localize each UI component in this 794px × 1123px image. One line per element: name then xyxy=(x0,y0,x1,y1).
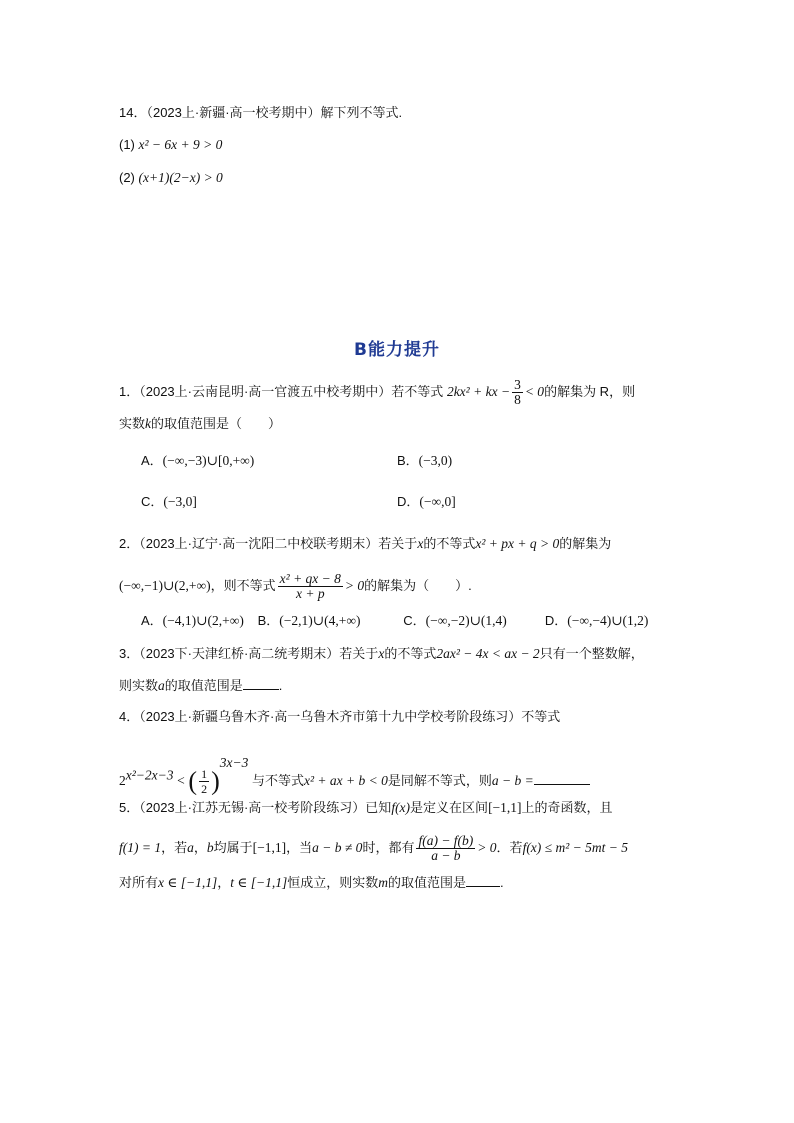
q4-expression: x² + ax + b < 0 xyxy=(303,773,388,788)
q1-option-a-value: (−∞,−3)∪[0,+∞) xyxy=(162,453,255,468)
q3-heading-tail: 只有一个整数解， xyxy=(539,646,644,661)
q2-option-b xyxy=(258,612,400,630)
q4-base: 2 xyxy=(119,773,126,788)
q2-option-b-label: B． xyxy=(257,613,280,628)
q2-fraction xyxy=(278,572,343,601)
q4-exponent-1: x²−2x−3 xyxy=(125,767,174,783)
q4-mid-text: 与不等式 xyxy=(251,773,304,788)
q4-answer-blank[interactable] xyxy=(534,772,590,785)
q1-option-d xyxy=(397,493,456,511)
q3-line2-text: 则实数 xyxy=(119,678,159,693)
q5-heading-c: 上的奇函数，且 xyxy=(521,800,613,815)
q5-l2-h: ．若 xyxy=(496,839,523,855)
q3-heading: 3．（2023下·天津红桥·高二统考期末）若关于 xyxy=(119,646,379,661)
q5-var-b: b xyxy=(206,839,214,855)
q2-option-a-value: (−4,1)∪(2,+∞) xyxy=(162,613,244,628)
q1-variable-k: k xyxy=(145,416,152,431)
q2-line2-text: ，则不等式 xyxy=(210,577,276,593)
q5-l2-d: 均属于 xyxy=(213,839,253,855)
q2-line2-tail: 的解集为（ ）. xyxy=(364,577,472,593)
q4-line1: 4．（2023上·新疆乌鲁木齐·高一乌鲁木齐市第十九中学校考阶段练习）不等式 xyxy=(119,709,561,724)
q4-right-paren: ) xyxy=(211,766,220,796)
q2-variable-x: x xyxy=(417,536,424,551)
q4-less-than: < xyxy=(177,773,185,788)
q14-part2-label: (2) xyxy=(119,170,135,185)
q4-fraction-denominator: 2 xyxy=(201,782,208,797)
q1-line2 xyxy=(119,415,281,433)
q5-l2-f: 时，都有 xyxy=(362,839,415,855)
q1-heading: 1．（2023上·云南昆明·高一官渡五中校考期中）若不等式 xyxy=(119,383,444,399)
q1-option-b xyxy=(397,452,452,470)
q5-fraction xyxy=(416,834,475,863)
q2-option-c-value: (−∞,−2)∪(1,4) xyxy=(425,613,507,628)
q14-part2-expression: (x+1)(2−x) > 0 xyxy=(138,170,223,185)
q4-left-paren: ( xyxy=(188,766,198,796)
q5-line3 xyxy=(119,874,504,892)
q1-option-d-value: (−∞,0] xyxy=(419,494,456,509)
q5-l2-c: ， xyxy=(193,839,207,855)
q2-option-b-value: (−2,1)∪(4,+∞) xyxy=(279,613,361,628)
q4-fraction xyxy=(199,767,209,796)
q5-fraction-denominator: a − b xyxy=(431,848,461,863)
q5-l2-b: ，若 xyxy=(161,839,188,855)
q5-l3-b: ， xyxy=(217,875,231,890)
q2-inequality: > 0 xyxy=(344,577,365,593)
q3-line2-b: 的取值范围是 xyxy=(164,678,243,693)
q1-heading-tail: 的解集为 R，则 xyxy=(544,383,636,399)
q14-part1-expression: x² − 6x + 9 > 0 xyxy=(138,137,223,152)
q1-option-a-label: A． xyxy=(141,453,163,468)
q1-option-d-label: D． xyxy=(397,494,420,509)
q5-l2-interval: [−1,1] xyxy=(252,839,287,855)
q3-variable-a: a xyxy=(158,678,165,693)
q5-l3-c: 恒成立，则实数 xyxy=(287,875,379,890)
q5-l2-e: ，当 xyxy=(286,839,313,855)
q1-fraction-denominator: 8 xyxy=(514,392,521,407)
q2-options xyxy=(141,612,648,630)
q3-answer-blank[interactable] xyxy=(243,677,279,690)
q5-bound-inequality: f(x) ≤ m² − 5mt − 5 xyxy=(522,839,628,855)
q2-option-d-value: (−∞,−4)∪(1,2) xyxy=(567,613,649,628)
q5-condition-f1: f(1) = 1 xyxy=(119,839,162,855)
q2-option-d-label: D． xyxy=(544,613,568,628)
q5-l3-d: 的取值范围是 xyxy=(388,875,467,890)
q1-option-c xyxy=(141,493,197,511)
q5-var-m: m xyxy=(378,875,389,890)
q3-line2 xyxy=(119,677,282,695)
q1-fraction xyxy=(512,378,523,407)
q5-inequality: > 0 xyxy=(477,839,497,855)
q2-line2 xyxy=(119,572,472,601)
section-title: B能力提升 xyxy=(354,340,440,360)
q5-answer-blank[interactable] xyxy=(466,874,500,887)
q2-option-d xyxy=(545,612,649,630)
q5-x-domain: x ∈ [−1,1] xyxy=(158,875,218,890)
q5-heading: 5．（2023上·江苏无锡·高一校考阶段练习）已知 xyxy=(119,800,392,815)
q3-expression: 2ax² − 4x < ax − 2 xyxy=(436,646,540,661)
q3-line2-end: . xyxy=(278,678,283,693)
q1-expression: 2kx² + kx − xyxy=(446,383,511,399)
q1-option-c-value: (−3,0] xyxy=(163,494,197,509)
q2-expression: x² + px + q > 0 xyxy=(475,536,560,551)
q2-option-c-label: C． xyxy=(403,613,426,628)
q5-var-a: a xyxy=(187,839,194,855)
q1-expression-tail: < 0 xyxy=(524,383,545,399)
q1-option-b-value: (−3,0) xyxy=(418,453,453,468)
q2-option-c xyxy=(403,612,541,630)
q2-line1 xyxy=(119,535,611,553)
q5-fraction-numerator: f(a) − f(b) xyxy=(418,833,474,848)
q1-line2-tail: 的取值范围是（ ） xyxy=(151,416,282,431)
q5-condition-nonzero: a − b ≠ 0 xyxy=(312,839,363,855)
q4-mid2-text: 是同解不等式，则 xyxy=(387,773,492,788)
q3-variable-x: x xyxy=(378,646,385,661)
q5-function: f(x) xyxy=(391,800,411,815)
q1-option-c-label: C． xyxy=(141,494,164,509)
q2-heading: 2．（2023上·辽宁·高一沈阳二中校联考期末）若关于 xyxy=(119,536,418,551)
q2-heading-tail: 的解集为 xyxy=(559,536,612,551)
q5-t-domain: t ∈ [−1,1] xyxy=(230,875,288,890)
q1-fraction-numerator: 3 xyxy=(514,377,521,392)
q1-line1 xyxy=(119,378,635,407)
q2-fraction-numerator: x² + qx − 8 xyxy=(279,571,341,586)
q2-solution-set: (−∞,−1)∪(2,+∞) xyxy=(119,577,211,593)
q5-line1 xyxy=(119,799,613,817)
q2-option-a xyxy=(141,612,254,630)
q4-line2 xyxy=(119,748,590,797)
q2-option-a-label: A． xyxy=(141,613,163,628)
q14-part1 xyxy=(119,136,222,154)
q1-option-a xyxy=(141,452,254,470)
q3-line1 xyxy=(119,645,644,663)
q4-expression-2: a − b = xyxy=(491,773,534,788)
q5-heading-b: 是定义在区间 xyxy=(410,800,489,815)
q5-interval: [−1,1] xyxy=(488,800,522,815)
q2-fraction-denominator: x + p xyxy=(295,586,325,601)
q1-line2-text: 实数 xyxy=(119,416,146,431)
q14-part1-label: (1) xyxy=(119,137,135,152)
q3-heading-b: 的不等式 xyxy=(384,646,437,661)
q14-heading: 14．（2023上·新疆·高一校考期中）解下列不等式. xyxy=(119,105,403,120)
q4-fraction-numerator: 1 xyxy=(201,767,208,782)
q5-line2 xyxy=(119,834,628,863)
q2-heading-b: 的不等式 xyxy=(423,536,476,551)
q5-l3-end: . xyxy=(500,875,504,890)
q1-option-b-label: B． xyxy=(397,453,419,468)
q5-l3-a: 对所有 xyxy=(119,875,159,890)
q14-part2 xyxy=(119,169,223,187)
q4-exponent-2: 3x−3 xyxy=(219,755,249,770)
